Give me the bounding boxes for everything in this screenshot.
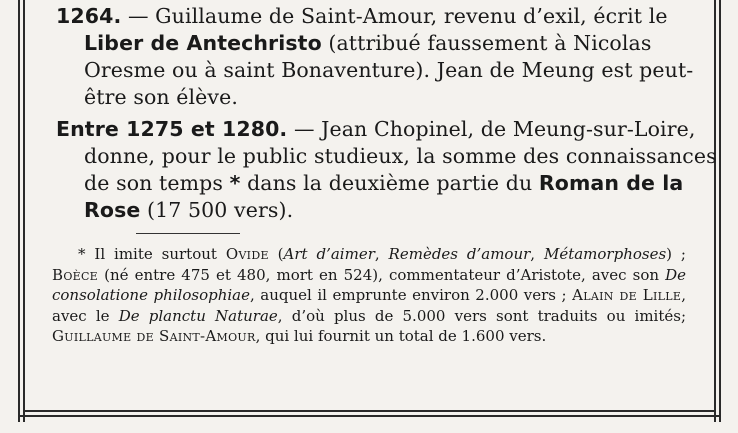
footnote	[52, 244, 686, 347]
entry-date: Entre 1275 et 1280.	[56, 117, 288, 141]
footnote-run: , auquel il emprunte environ 2.000 vers ;	[249, 286, 573, 305]
footnote-separator	[136, 233, 240, 234]
entry-text-rest: (attribué faussement à Nicolas Oresme ou à saint Bonaventure). Jean de Meung est peut-être son élève.	[84, 31, 694, 109]
footnote-text	[52, 244, 686, 347]
work-title: Remèdes d’amour	[388, 245, 531, 263]
work-title: De planctu Naturae	[118, 306, 278, 325]
author-name: Guillaume de Saint-Amour	[52, 327, 256, 346]
author-name: Ovide	[225, 245, 269, 263]
work-title: Roman de la Rose	[84, 171, 684, 222]
author-name: Boèce	[52, 265, 99, 284]
footnote-run: (	[268, 245, 284, 263]
bottom-border-outer	[18, 415, 721, 417]
work-title: Métamorphoses	[543, 245, 667, 263]
work-title: Art d’aimer	[283, 245, 375, 263]
footnote-marker: *	[229, 171, 241, 195]
chronology-entry-1275	[56, 116, 724, 224]
footnote-run: , qui lui fournit un total de 1.600 vers.	[255, 327, 547, 346]
entry-text-mid: dans la deuxième partie du	[240, 171, 539, 195]
footnote-run: , avec le	[52, 286, 686, 325]
entry-text: — Jean Chopinel, de Meung-sur-Loire, donne, pour le public studieux, la somme des connaissances de son temps	[84, 117, 717, 195]
work-title: Liber de Antechristo	[84, 31, 322, 55]
left-border-inner	[23, 0, 25, 422]
footnote-run: ) ;	[666, 245, 686, 263]
entry-date: 1264.	[56, 4, 122, 28]
work-title: De consolatione philosophiae	[52, 265, 686, 305]
footnote-run: , d’où plus de 5.000 vers sont traduits ou imités;	[277, 306, 687, 325]
footnote-run: ,	[530, 245, 544, 263]
bottom-border-inner	[23, 410, 716, 412]
footnote-run: * Il imite surtout	[78, 245, 226, 263]
left-border-outer	[18, 0, 20, 422]
author-name: Alain de Lille	[572, 286, 682, 305]
chronology-entry-1264	[56, 3, 724, 111]
footnote-run: (né entre 475 et 480, mort en 524), commentateur d’Aristote, avec son	[98, 265, 666, 284]
entry-text-rest: (17 500 vers).	[140, 198, 294, 222]
footnote-run: ,	[374, 245, 389, 263]
entry-text: — Guillaume de Saint-Amour, revenu d’exil, écrit le	[121, 4, 668, 28]
